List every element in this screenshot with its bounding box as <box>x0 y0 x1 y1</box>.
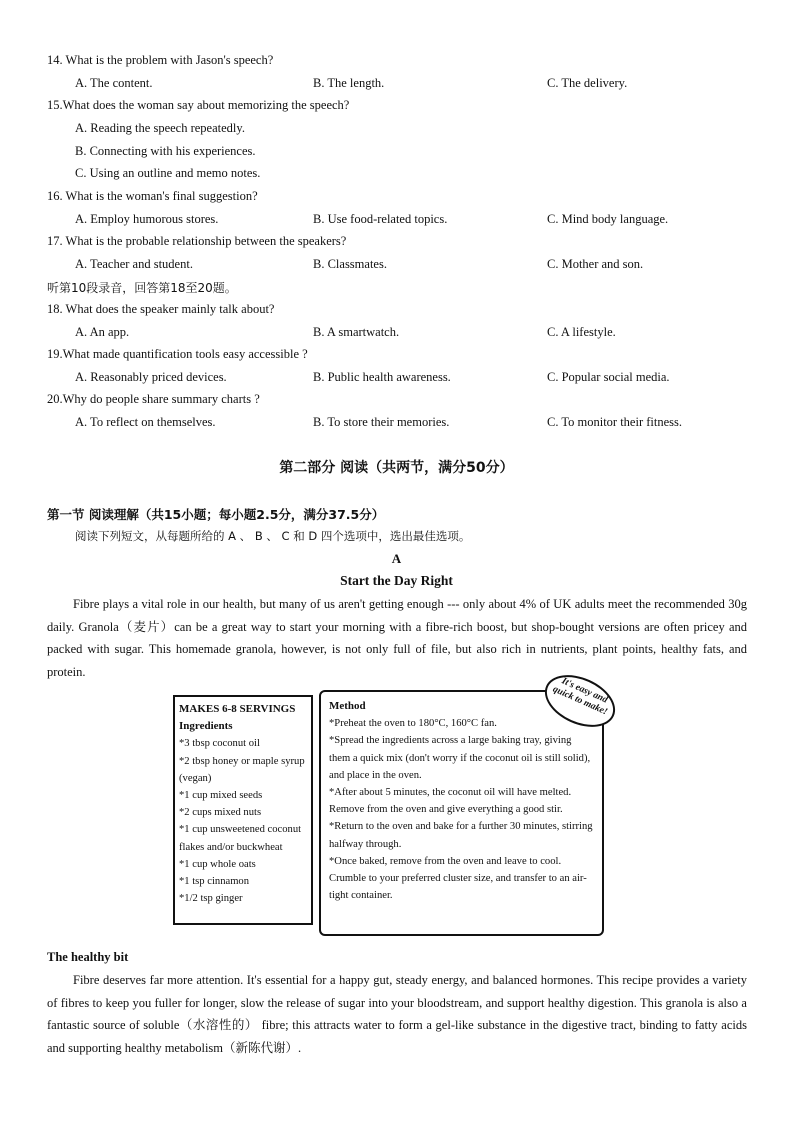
method-step: *Spread the ingredients across a large baking tray, giving them a quick mix (don't worry if the coconut oil is still solid), and place in the oven. <box>329 735 591 781</box>
part2-title: 第二部分 阅读（共两节，满分50分） <box>279 460 514 476</box>
question-15-stem: 15.What does the woman say about memorizing the speech? <box>47 98 350 112</box>
question-14-stem: 14. What is the problem with Jason's speech? <box>47 53 274 67</box>
question-19-option-b: B. Public health awareness. <box>313 370 451 384</box>
section1-title: 第一节 阅读理解（共15小题；每小题2.5分，满分37.5分） <box>47 507 385 522</box>
question-17-option-a: A. Teacher and student. <box>75 257 193 271</box>
ingredient-item: *1/2 tsp ginger <box>179 893 243 905</box>
passage-letter: A <box>391 551 402 566</box>
section1-instruction: 阅读下列短文，从每题所给的 A 、 B 、 C 和 D 四个选项中，选出最佳选项。 <box>75 529 471 543</box>
question-18-option-c: C. A lifestyle. <box>547 325 616 339</box>
ingredients-box <box>173 695 313 925</box>
passage-title: Start the Day Right <box>340 573 453 588</box>
ingredient-item: *2 tbsp honey or maple syrup (vegan) <box>179 755 305 784</box>
easy-quick-badge: It's easy and quick to make! <box>537 665 623 737</box>
recipe-box <box>173 676 609 942</box>
servings-heading: MAKES 6-8 SERVINGS <box>179 703 296 715</box>
question-19-stem: 19.What made quantification tools easy accessible ? <box>47 347 308 361</box>
question-20-option-a: A. To reflect on themselves. <box>75 415 216 429</box>
paragraph-2: Fibre deserves far more attention. It's essential for a happy gut, steady energy, and balanced hormones. This recipe provides a variety of fibres to keep you fuller for longer, slow the release of sugar into your bloodstream, and support healthy digestion. This granola is also a fantastic source of soluble（水溶性的） fibre; this attracts water to form a gel-like substance in the digestive tract, binding to fatty acids and supporting healthy metabolism（新陈代谢）. <box>47 973 747 1056</box>
question-16-option-a: A. Employ humorous stores. <box>75 212 219 226</box>
question-16-option-c: C. Mind body language. <box>547 212 669 226</box>
question-20-option-c: C. To monitor their fitness. <box>547 415 682 429</box>
question-20-stem: 20.Why do people share summary charts ? <box>47 392 260 406</box>
method-step: *Return to the oven and bake for a further 30 minutes, stirring halfway through. <box>329 821 593 850</box>
ingredients-heading: Ingredients <box>179 720 233 733</box>
question-14-option-c: C. The delivery. <box>547 76 628 90</box>
question-20-option-b: B. To store their memories. <box>313 415 450 429</box>
question-17-option-b: B. Classmates. <box>313 257 387 271</box>
question-19-option-a: A. Reasonably priced devices. <box>75 370 227 384</box>
question-14-option-a: A. The content. <box>75 76 153 90</box>
ingredient-item: *1 cup unsweetened coconut flakes and/or buckwheat <box>179 824 302 853</box>
ingredient-item: *1 cup whole oats <box>179 858 256 870</box>
question-16-option-b: B. Use food-related topics. <box>313 212 448 226</box>
question-18-stem: 18. What does the speaker mainly talk about? <box>47 302 275 316</box>
question-18-option-b: B. A smartwatch. <box>313 325 400 339</box>
question-15-option-c: C. Using an outline and memo notes. <box>75 166 261 180</box>
question-19-option-c: C. Popular social media. <box>547 370 670 384</box>
method-box <box>319 690 604 936</box>
question-16-stem: 16. What is the woman's final suggestion? <box>47 189 258 203</box>
method-step: *Once baked, remove from the oven and leave to cool. Crumble to your preferred cluster size, and transfer to an air-tight container. <box>329 855 587 902</box>
question-15-option-a: A. Reading the speech repeatedly. <box>75 121 245 135</box>
method-heading: Method <box>329 700 366 712</box>
method-step: *Preheat the oven to 180°C, 160°C fan. <box>329 718 497 730</box>
ingredient-item: *1 cup mixed seeds <box>179 790 263 802</box>
question-18-option-a: A. An app. <box>75 325 130 339</box>
ingredient-item: *2 cups mixed nuts <box>179 807 262 819</box>
listening-instruction: 听第10段录音，回答第18至20题。 <box>47 281 237 295</box>
question-17-option-c: C. Mother and son. <box>547 257 644 271</box>
question-14-option-b: B. The length. <box>313 76 385 90</box>
question-17-stem: 17. What is the probable relationship between the speakers? <box>47 234 347 248</box>
paragraph-1: Fibre plays a vital role in our health, but many of us aren't getting enough --- only about 4% of UK adults meet the recommended 30g daily. Granola（麦片）can be a great way to start your morning with a fibre-rich boost, but shop-bought versions are often pricey and packed with sugar. This homemade granola, however, is not only full of file, but also rich in nutrients, plant points, healthy fats, and protein. <box>47 597 747 680</box>
ingredient-item: *3 tbsp coconut oil <box>179 738 260 750</box>
method-step: *After about 5 minutes, the coconut oil will have melted. Remove from the oven and give everything a good stir. <box>329 787 572 816</box>
healthy-bit-heading: The healthy bit <box>47 950 129 964</box>
question-15-option-b: B. Connecting with his experiences. <box>75 144 256 158</box>
ingredient-item: *1 tsp cinnamon <box>179 876 250 888</box>
